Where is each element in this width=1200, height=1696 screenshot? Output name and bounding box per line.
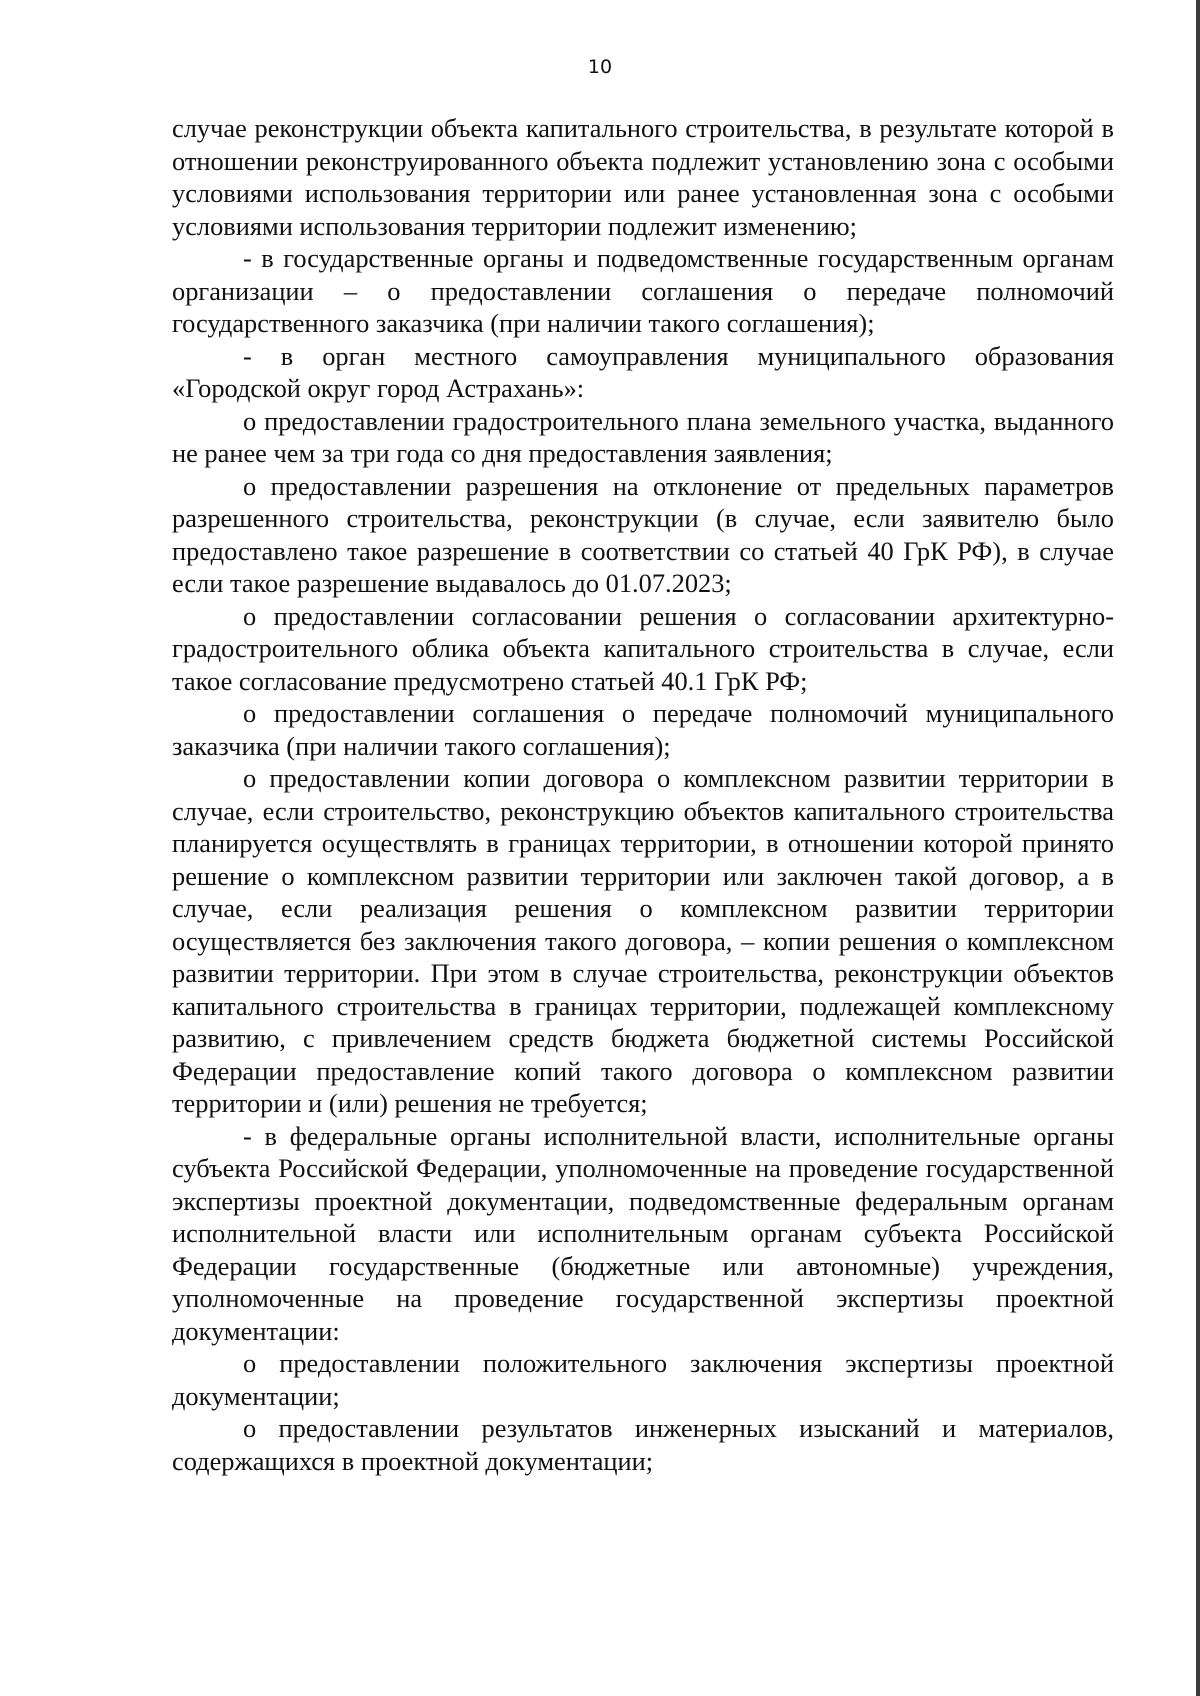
paragraph-1: случае реконструкции объекта капитального строительства, в результате которой в отношении реконструированного объекта подлежит установлению зона с особыми условиями использования территории или ранее установленная зона с особыми условиями использования территории подлежит изменению; bbox=[172, 113, 1114, 241]
paragraph-3: - в орган местного самоуправления муниципального образования «Городской округ город Астрахань»: bbox=[172, 340, 1114, 403]
paragraph-6: о предоставлении согласовании решения о согласовании архитектурно-градостроительного облика объекта капитального строительства в случае, если такое согласование предусмотрено статьей 40.1 ГрК РФ; bbox=[172, 600, 1114, 696]
paragraph-11: о предоставлении результатов инженерных изысканий и материалов, содержащихся в проектной документации; bbox=[172, 1413, 1114, 1476]
paragraph-4: о предоставлении градостроительного плана земельного участка, выданного не ранее чем за три года со дня предоставления заявления; bbox=[172, 405, 1114, 468]
paragraph-8: о предоставлении копии договора о комплексном развитии территории в случае, если строительство, реконструкцию объектов капитального строительства планируется осуществлять в границах территории, в отношении которой принято решение о комплексном развитии территории или заключен такой договор, а в случае, если реализация решения о комплексном развитии территории осуществляется без заключения такого договора, – копии решения о комплексном развитии территории. При этом в случае строительства, реконструкции объектов капитального строительства в границах территории, подлежащей комплексному развитию, с привлечением средств бюджета бюджетной системы Российской Федерации предоставление копий такого договора о комплексном развитии территории и (или) решения не требуется; bbox=[172, 763, 1114, 1118]
page-number: 10 bbox=[587, 56, 613, 78]
paragraph-10: о предоставлении положительного заключения экспертизы проектной документации; bbox=[172, 1348, 1114, 1411]
document-body bbox=[172, 112, 1114, 1477]
paragraph-7: о предоставлении соглашения о передаче полномочий муниципального заказчика (при наличии такого соглашения); bbox=[172, 698, 1114, 761]
paragraph-9: - в федеральные органы исполнительной власти, исполнительные органы субъекта Российской Федерации, уполномоченные на проведение государственной экспертизы проектной документации, подведомственные федеральным органам исполнительной власти или исполнительным органам субъекта Российской Федерации государственные (бюджетные или автономные) учреждения, уполномоченные на проведение государственной экспертизы проектной документации: bbox=[172, 1120, 1114, 1346]
paragraph-5: о предоставлении разрешения на отклонение от предельных параметров разрешенного строительства, реконструкции (в случае, если заявителю было предоставлено такое разрешение в соответствии со статьей 40 ГрК РФ), в случае если такое разрешение выдавалось до 01.07.2023; bbox=[172, 470, 1114, 598]
page-edge-border bbox=[1196, 0, 1200, 1696]
paragraph-2: - в государственные органы и подведомственные государственным органам организации – о предоставлении соглашения о передаче полномочий государственного заказчика (при наличии такого соглашения); bbox=[172, 243, 1114, 338]
